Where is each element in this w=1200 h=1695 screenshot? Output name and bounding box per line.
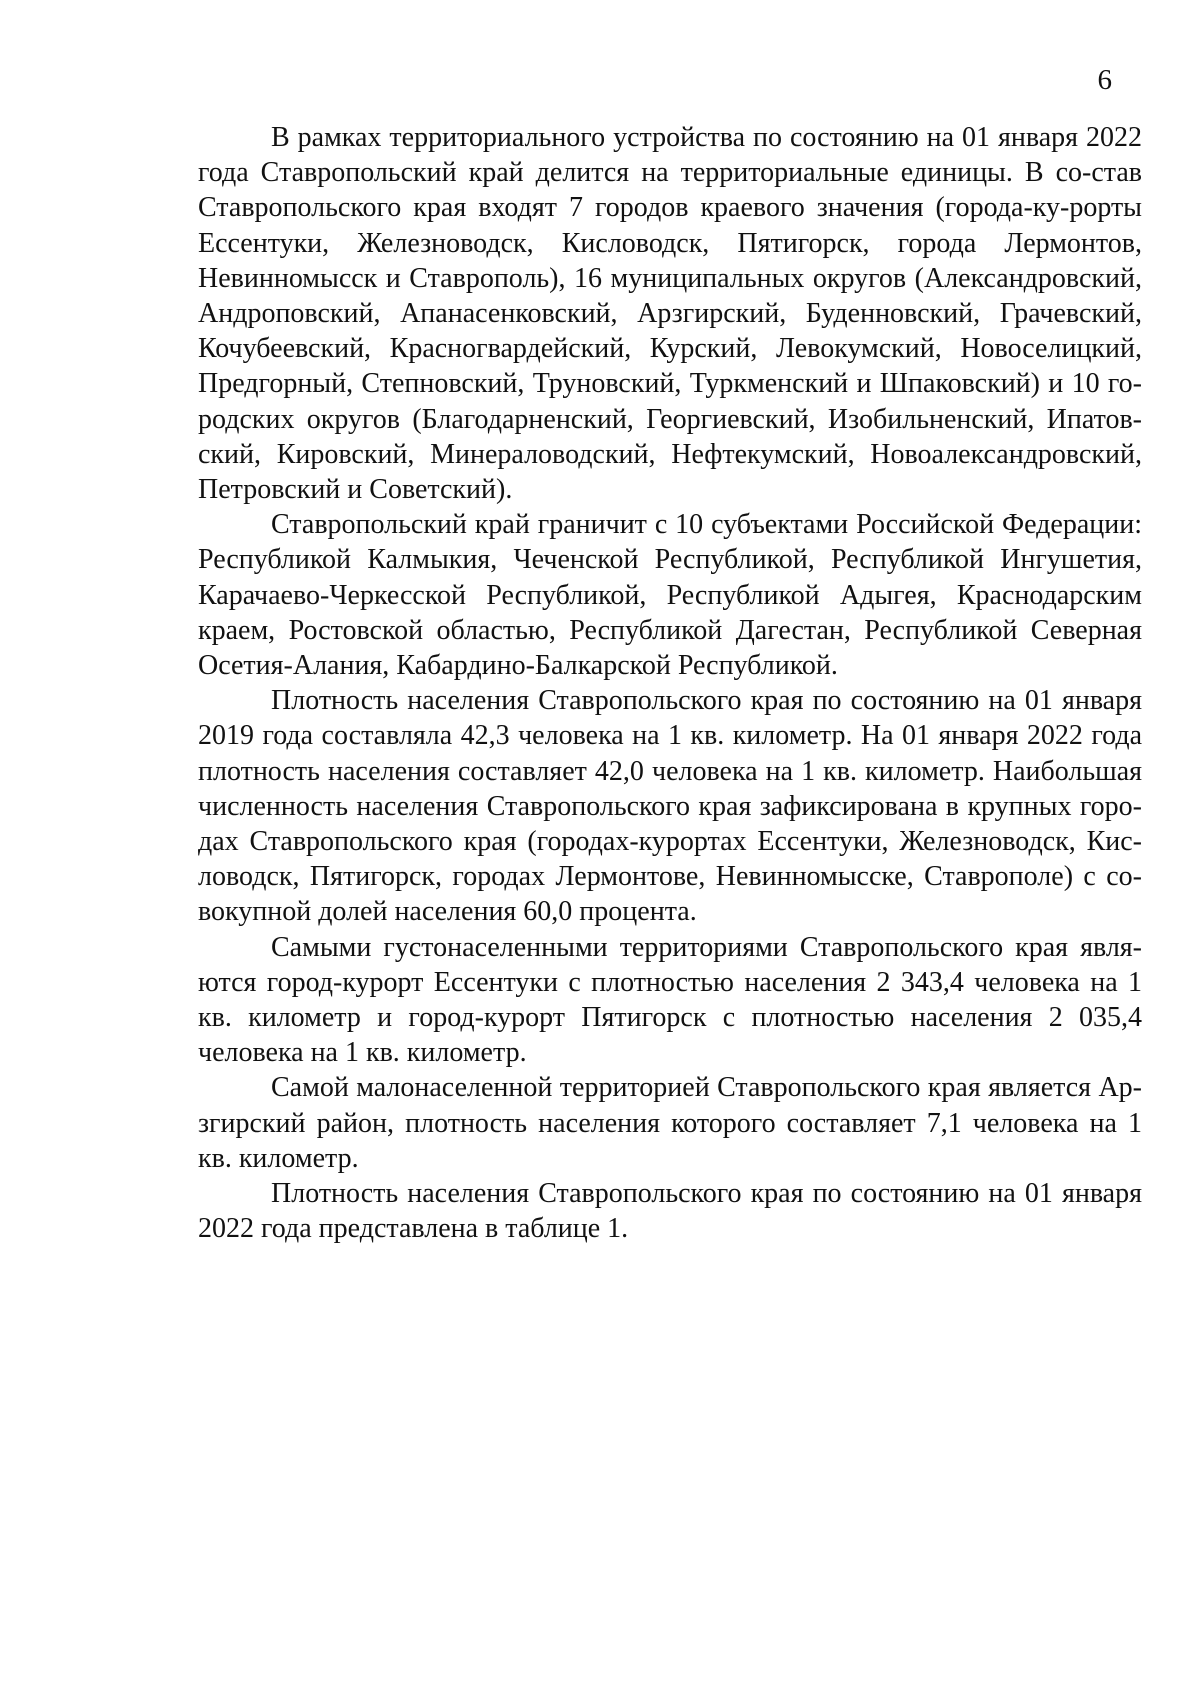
paragraph-least-populated-territory: Самой малонаселенной территорией Ставропольского края является Ар-згирский район, плотность населения которого составляет 7,1 человека на 1 кв. километр. [198, 1072, 1142, 1174]
paragraph-borders: Ставропольский край граничит с 10 субъектами Российской Федерации: Республикой Калмыкия, Чеченской Республикой, Республикой Ингушетия, Карачаево-Черкесской Республикой, Республикой Адыгея, Краснодарским краем, Ростовской областью, Республикой Дагестан, Республикой Северная Осетия-Алания, Кабардино-Балкарской Республикой. [198, 509, 1142, 682]
paragraph-population-density: Плотность населения Ставропольского края по состоянию на 01 января 2019 года составляла 42,3 человека на 1 кв. километр. На 01 января 2022 года плотность населения составляет 42,0 человека на 1 кв. километр. Наибольшая численность населения Ставропольского края зафиксирована в крупных горо-дах Ставропольского края (городах-курортах Ессентуки, Железноводск, Кис-ловодск, Пятигорск, городах Лермонтове, Невинномысске, Ставрополе) с со-вокупной долей населения 60,0 процента. [198, 685, 1142, 928]
paragraph-densest-territories: Самыми густонаселенными территориями Ставропольского края явля-ются город-курорт Ессентуки с плотностью населения 2 343,4 человека на 1 кв. километр и город-курорт Пятигорск с плотностью населения 2 035,4 человека на 1 кв. километр. [198, 931, 1142, 1069]
paragraph-table-reference: Плотность населения Ставропольского края по состоянию на 01 января 2022 года представлена в таблице 1. [198, 1178, 1142, 1245]
page-number: 6 [1097, 64, 1112, 96]
document-body [198, 120, 1142, 1247]
paragraph-territorial-structure: В рамках территориального устройства по состоянию на 01 января 2022 года Ставропольский край делится на территориальные единицы. В со-став Ставропольского края входят 7 городов краевого значения (города-ку-рорты Ессентуки, Железноводск, Кисловодск, Пятигорск, города Лермонтов, Невинномысск и Ставрополь), 16 муниципальных округов (Александровский, Андроповский, Апанасенковский, Арзгирский, Буденновский, Грачевский, Кочубеевский, Красногвардейский, Курский, Левокумский, Новоселицкий, Предгорный, Степновский, Труновский, Туркменский и Шпаковский) и 10 го-родских округов (Благодарненский, Георгиевский, Изобильненский, Ипатов-ский, Кировский, Минераловодский, Нефтекумский, Новоалександровский, Петровский и Советский). [198, 122, 1142, 506]
